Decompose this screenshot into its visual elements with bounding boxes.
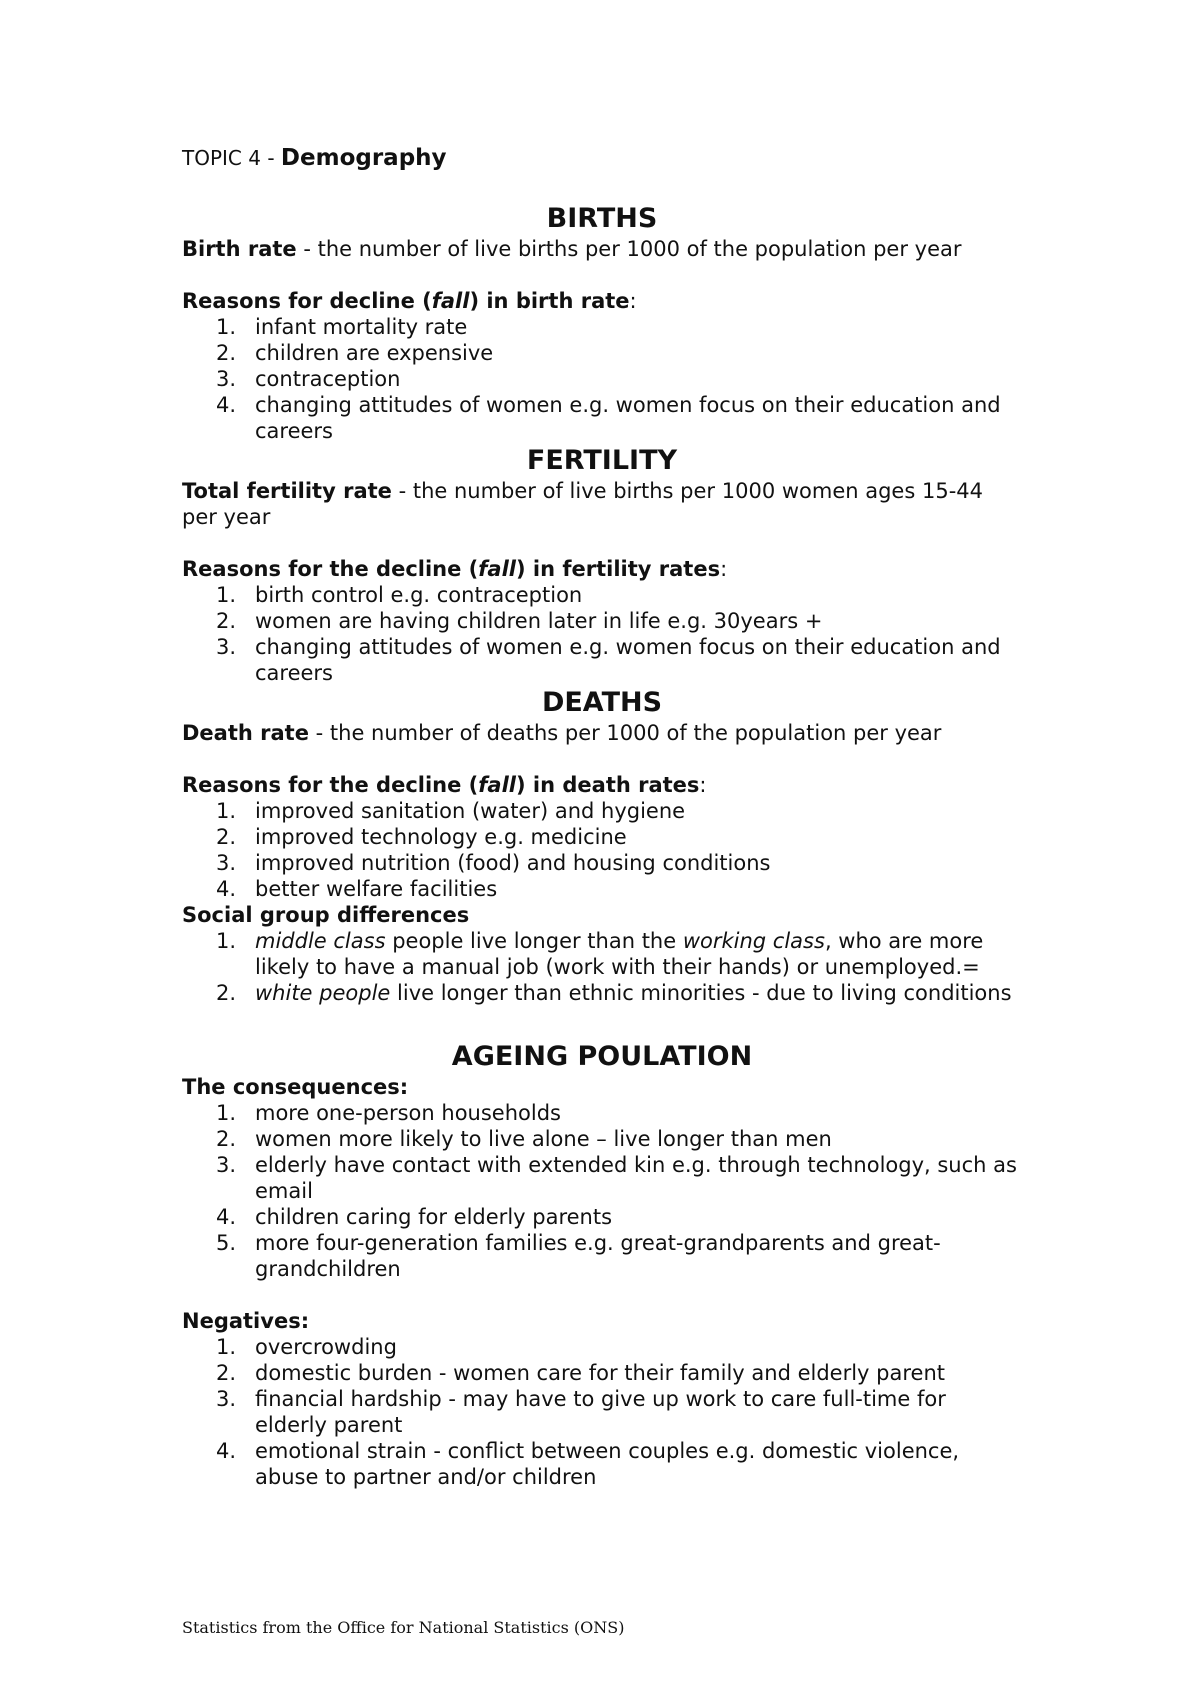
birth-rate-term: Birth rate — [182, 237, 297, 261]
page-footer: Statistics from the Office for National Statistics (ONS) — [182, 1618, 625, 1637]
consequences-heading: The consequences: — [182, 1075, 409, 1099]
death-reasons-heading — [182, 772, 1022, 798]
birth-reasons-list — [182, 314, 1022, 444]
social-group-heading: Social group differences — [182, 903, 470, 927]
topic-prefix: TOPIC 4 - — [182, 146, 281, 170]
list-item: 2. women are having children later in life e.g. 30years + — [216, 609, 823, 633]
list-item: 1. infant mortality rate — [216, 315, 468, 339]
birth-reasons-a: Reasons for decline ( — [182, 289, 432, 313]
social-group-list — [182, 928, 1022, 1006]
death-rate-text: - the number of deaths per 1000 of the population per year — [308, 721, 942, 745]
list-item: 2. white people live longer than ethnic minorities - due to living conditions — [216, 981, 1012, 1005]
births-heading: BIRTHS — [546, 203, 658, 234]
birth-reasons-b: ) in birth rate — [469, 289, 630, 313]
fertility-rate-term: Total fertility rate — [182, 479, 392, 503]
fertility-reasons-colon: : — [720, 557, 728, 581]
list-item: 2. improved technology e.g. medicine — [216, 825, 627, 849]
death-rate-term: Death rate — [182, 721, 309, 745]
list-item: 1. improved sanitation (water) and hygiene — [216, 799, 686, 823]
deaths-heading: DEATHS — [541, 687, 663, 718]
list-item: 2. children are expensive — [216, 341, 494, 365]
death-reasons-fall: fall — [478, 773, 516, 797]
list-item: 4. children caring for elderly parents — [216, 1205, 613, 1229]
fertility-rate-text: - the number of live births per 1000 women ages 15-44 per year — [182, 479, 983, 529]
birth-rate-text: - the number of live births per 1000 of the population per year — [296, 237, 962, 261]
list-item: 2. women more likely to live alone – live longer than men — [216, 1127, 832, 1151]
list-item: 3. elderly have contact with extended kin e.g. through technology, such as email — [216, 1153, 1017, 1203]
birth-reasons-colon: : — [629, 289, 637, 313]
ageing-heading: AGEING POULATION — [451, 1041, 753, 1072]
fertility-reasons-heading — [182, 556, 1022, 582]
death-reasons-list — [182, 798, 1022, 902]
list-item: 3. changing attitudes of women e.g. women focus on their education and careers — [216, 635, 1001, 685]
list-item: 1. middle class people live longer than the working class, who are more likely to have a manual job (work with their hands) or unemployed.= — [216, 929, 984, 979]
fertility-rate-definition — [182, 478, 1022, 530]
list-item: 4. better welfare facilities — [216, 877, 498, 901]
topic-name: Demography — [280, 145, 447, 171]
list-item: 1. overcrowding — [216, 1335, 397, 1359]
list-item: 3. improved nutrition (food) and housing conditions — [216, 851, 771, 875]
list-item: 4. changing attitudes of women e.g. women focus on their education and careers — [216, 393, 1001, 443]
fertility-reasons-b: ) in fertility rates — [516, 557, 721, 581]
birth-reasons-fall: fall — [431, 289, 470, 313]
list-item: 3. contraception — [216, 367, 401, 391]
death-rate-definition — [182, 720, 1022, 746]
negatives-list — [182, 1334, 1022, 1490]
death-reasons-b: ) in death rates — [516, 773, 700, 797]
list-item: 4. emotional strain - conflict between couples e.g. domestic violence, abuse to partner and/or children — [216, 1439, 960, 1489]
list-item: 1. birth control e.g. contraception — [216, 583, 583, 607]
fertility-reasons-a: Reasons for the decline ( — [182, 557, 479, 581]
death-reasons-colon: : — [699, 773, 707, 797]
list-item: 2. domestic burden - women care for their family and elderly parent — [216, 1361, 945, 1385]
document-page — [182, 144, 1022, 1490]
list-item: 3. financial hardship - may have to give up work to care full-time for elderly parent — [216, 1387, 946, 1437]
death-reasons-a: Reasons for the decline ( — [182, 773, 479, 797]
topic-title — [182, 144, 1022, 172]
list-item: 1. more one-person households — [216, 1101, 561, 1125]
consequences-list — [182, 1100, 1022, 1282]
birth-rate-definition — [182, 236, 1022, 262]
birth-reasons-heading — [182, 288, 1022, 314]
negatives-heading: Negatives: — [182, 1309, 310, 1333]
list-item: 5. more four-generation families e.g. great-grandparents and great-grandchildren — [216, 1231, 941, 1281]
fertility-reasons-fall: fall — [478, 557, 516, 581]
fertility-reasons-list — [182, 582, 1022, 686]
fertility-heading: FERTILITY — [526, 445, 678, 476]
